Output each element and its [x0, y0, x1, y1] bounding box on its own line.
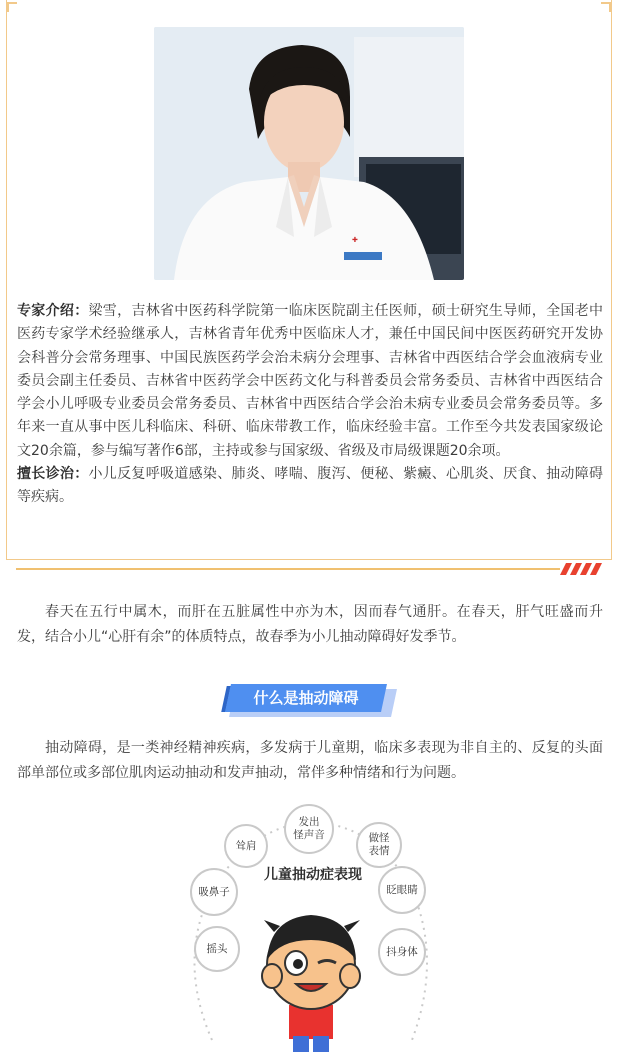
- specialty-label: 擅长诊治：: [17, 466, 89, 483]
- doctor-portrait: [154, 27, 464, 280]
- bio-text: 梁雪，吉林省中医药科学院第一临床医院副主任医师，硕士研究生导师，全国老中医药专家学术经验继承人，吉林省青年优秀中医临床人才，兼任中国民间中医医药研究开发协会科普分会常务理事、中国民族医药学会治未病分会理事、吉林省中西医结合学会血液病专业委员会副主任委员、吉林省中医药学会中医药文化与科普委员会常务委员、吉林省中西医结合学会小儿呼吸专业委员会常务委员、吉林省中西医结合学会治未病专业委员会常务委员等。多年来一直从事中医儿科临床、科研、临床带教工作，临床经验丰富。工作至今共发表国家级论文20余篇，参与编写著作6部，主持或参与国家级、省级及市局级课题20余项。: [17, 303, 603, 459]
- specialty-text: 小儿反复呼吸道感染、肺炎、哮喘、腹泻、便秘、紫癜、心肌炎、厌食、抽动障碍等疾病。: [17, 466, 603, 506]
- diagram-title: 儿童抽动症表现: [264, 867, 362, 883]
- bio-label: 专家介绍：: [17, 303, 89, 319]
- bubble-blink: 眨眼睛: [378, 866, 426, 914]
- spring-paragraph: 春天在五行中属木，而肝在五脏属性中亦为木，因而春气通肝。在春天，肝气旺盛而升发，结合小儿“心肝有余”的体质特点，故春季为小儿抽动障碍好发季节。: [17, 604, 603, 645]
- bubble-shrug: 耸肩: [224, 824, 268, 868]
- expert-bio: [17, 300, 603, 510]
- boy-cartoon: [262, 915, 360, 1052]
- corner-ornament-left: [7, 2, 17, 12]
- tic-symptoms-diagram: [172, 800, 448, 1057]
- divider-stripes: [556, 563, 604, 575]
- bubble-sniff: 吸鼻子: [190, 868, 238, 916]
- bubble-grimace: 做怪 表情: [356, 822, 402, 868]
- section-title-banner: [224, 683, 394, 717]
- definition-paragraph: 抽动障碍，是一类神经精神疾病，多发病于儿童期，临床多表现为非自主的、反复的头面部单部位或多部位肌肉运动抽动和发声抽动，常伴多种情绪和行为问题。: [17, 740, 603, 781]
- bubble-head-shake: 摇头: [194, 926, 240, 972]
- section-divider: [16, 568, 560, 570]
- bubble-strange-sound: 发出 怪声音: [284, 804, 334, 854]
- bubble-body-shake: 抖身体: [378, 928, 426, 976]
- corner-ornament-right: [601, 2, 611, 12]
- svg-text:✚: ✚: [352, 236, 358, 244]
- section-title: 什么是抽动障碍: [253, 689, 359, 707]
